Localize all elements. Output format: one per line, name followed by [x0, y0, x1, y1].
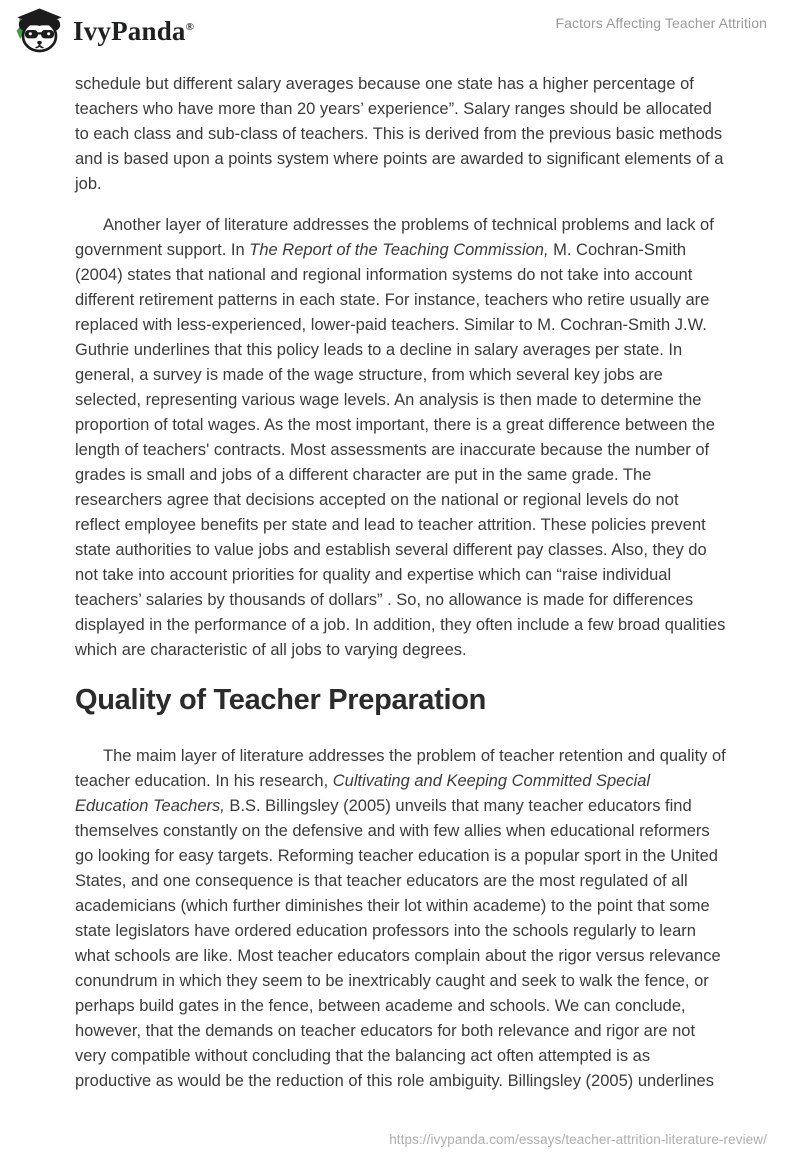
text-run: Another layer of literature addresses the problems of technical problems and lack of government support. In	[75, 216, 714, 259]
text-run: The maim layer of literature addresses the problem of teacher retention and quality of teacher education. In his research,	[75, 747, 726, 790]
ivypanda-logo	[15, 7, 194, 56]
text-run: M. Cochran-Smith (2004) states that national and regional information systems do not take into account different retirement patterns in each state. For instance, teachers who retire usually are replaced with less-experienced, lower-paid teachers. Similar to M. Cochran-Smith J.W. Guthrie underlines that this policy leads to a decline in salary averages per state. In general, a survey is made of the wage structure, from which several key jobs are selected, representing various wage levels. An analysis is then made to determine the proportion of total wages. As the most important, there is a great difference between the length of teachers' contracts. Most assessments are inaccurate because the number of grades is small and jobs of a different character are put in the same grade. The researchers agree that decisions accepted on the national or regional levels do not reflect employee benefits per state and lead to teacher attrition. These policies prevent state authorities to value jobs and establish several different pay classes. Also, they do not take into account priorities for quality and expertise which can “raise individual teachers’ salaries by thousands of dollars” . So, no allowance is made for differences displayed in the performance of a job. In addition, they often include a few broad qualities which are characteristic of all jobs to varying degrees.	[75, 241, 726, 659]
body-paragraph	[75, 72, 728, 197]
italic-text-run: The Report of the Teaching Commission,	[249, 241, 549, 259]
logo-wordmark: IvyPanda®	[73, 16, 195, 46]
text-run: schedule but different salary averages because one state has a higher percentage of teachers who have more than 20 years’ experience”. Salary ranges should be allocated to each class and sub-class of teachers. This is derived from the previous basic methods and is based upon a points system where points are awarded to significant elements of a job.	[75, 75, 724, 193]
body-paragraph	[75, 744, 728, 1094]
document-body	[75, 72, 728, 1110]
text-run: B.S. Billingsley (2005) unveils that many teacher educators find themselves constantly on the defensive and with few allies when educational reformers go looking for easy targets. Reforming teacher education is a popular sport in the United States, and one consequence is that teacher educators are the most regulated of all academicians (which further diminishes their lot within academe) to the point that some state legislators have ordered education professors into the schools regularly to learn what schools are like. Most teacher educators complain about the rigor versus relevance conundrum in which they seem to be inextricably caught and seek to walk the fence, or perhaps build gates in the fence, between academe and schools. We can conclude, however, that the demands on teacher educators for both relevance and rigor are not very compatible without concluding that the balancing act often attempted is as productive as would be the reduction of this role ambiguity. Billingsley (2005) underlines	[75, 797, 721, 1090]
section-heading: Quality of Teacher Preparation	[75, 684, 487, 716]
page-header	[0, 0, 800, 62]
trademark-symbol: ®	[185, 21, 195, 33]
body-paragraph	[75, 213, 728, 663]
document-title: Factors Affecting Teacher Attrition	[555, 15, 767, 31]
source-url: https://ivypanda.com/essays/teacher-attrition-literature-review/	[389, 1132, 767, 1147]
ivypanda-panda-icon	[15, 7, 64, 56]
italic-text-run: Cultivating and Keeping Committed Special Education Teachers,	[75, 772, 651, 815]
